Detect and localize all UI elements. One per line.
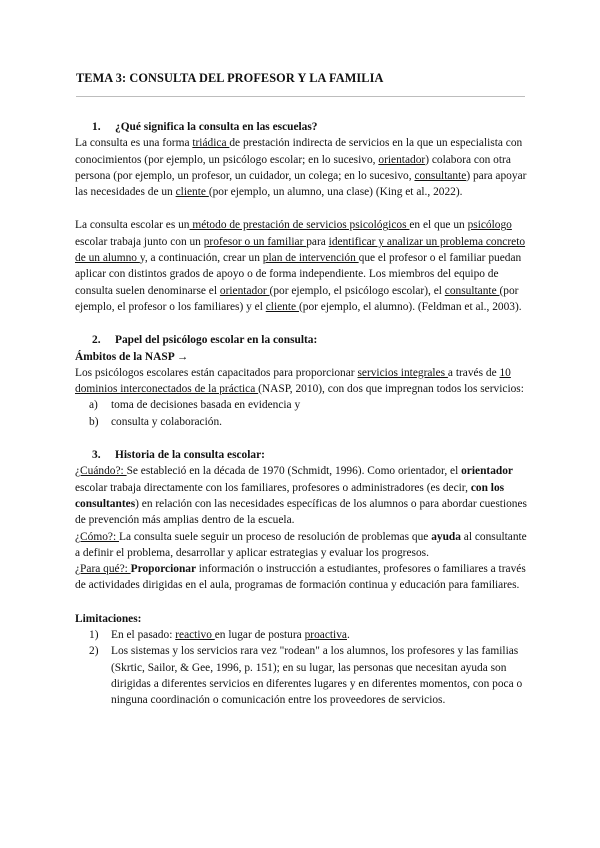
section-number: 1. <box>92 121 101 133</box>
list-marker: a) <box>89 399 98 412</box>
underlined-text: cliente <box>175 186 209 199</box>
paragraph <box>75 529 527 562</box>
bold-text: ayuda <box>431 530 464 543</box>
text-run: en el que un <box>409 219 468 232</box>
text-run: ) para apoyar las necesidades de un <box>75 169 527 199</box>
text-run: que el profesor o el familiar puedan aplicar con distintos grados de apoyo o de forma independiente. Los miembros del equipo de consulta suelen denominarse el <box>75 252 522 297</box>
text-run: . <box>346 629 350 642</box>
text-run: La consulta suele seguir un proceso de resolución de problemas que <box>118 530 432 543</box>
underlined-text: ¿Para qué?: <box>75 563 131 576</box>
text-run: Los psicólogos escolares están capacitados para proporcionar <box>75 366 358 379</box>
paragraph <box>75 365 527 398</box>
section-title: Historia de la consulta escolar: <box>115 449 265 462</box>
text-run: a través de <box>447 366 500 379</box>
underlined-text: ¿Cómo?: <box>75 530 119 543</box>
underlined-text: ¿Cuándo?: <box>75 465 127 478</box>
list-item-text <box>111 629 350 641</box>
underlined-text: orientador <box>219 284 270 297</box>
text-run: en lugar de postura <box>214 629 305 642</box>
title-divider <box>76 96 525 97</box>
numbered-list <box>75 627 527 708</box>
underlined-text: servicios integrales <box>357 366 448 379</box>
list-item-text: consulta y colaboración. <box>111 415 223 428</box>
subheading: Ámbitos de la NASP → <box>75 350 189 363</box>
lettered-list <box>75 397 527 430</box>
limitations-heading: Limitaciones: <box>75 612 142 625</box>
underlined-text: identificar y analizar un problema concreto de un alumno <box>75 235 526 265</box>
text-run: al consultante a definir el problema, desarrollar y aplicar estrategias y evaluar los progresos. <box>75 530 527 559</box>
paragraph <box>75 135 527 200</box>
underlined-text: triádica <box>192 137 230 150</box>
section-number: 3. <box>92 449 101 462</box>
section-title: ¿Qué significa la consulta en las escuelas? <box>115 121 318 133</box>
text-run: (por ejemplo, el profesor o los familiares) y el <box>75 284 519 313</box>
text-run: (NASP, 2010), con dos que impregnan todos los servicios: <box>258 383 524 396</box>
list-marker: 1) <box>89 629 99 642</box>
text-run: ) en relación con las necesidades específicas de los alumnos o para abordar cuestiones de prevención más amplias dentro de la escuela. <box>75 497 527 527</box>
underlined-text: cliente <box>265 300 299 313</box>
text-run: En el pasado: <box>111 629 176 642</box>
list-item <box>75 627 527 643</box>
section-3-heading <box>92 447 527 463</box>
section-1-heading <box>92 119 527 135</box>
text-run: La consulta es una forma <box>75 137 193 150</box>
list-marker: 2) <box>89 645 99 658</box>
text-run: escolar trabaja directamente con los familiares, profesores o administradores (es decir, <box>75 481 471 494</box>
text-run: La consulta escolar es un <box>75 219 190 232</box>
list-item <box>75 397 527 413</box>
underlined-text: método de prestación de servicios psicológicos <box>189 219 410 232</box>
list-marker: b) <box>89 415 99 428</box>
bold-text: Proporcionar <box>130 563 199 576</box>
paragraph <box>75 561 527 594</box>
section-2-heading <box>92 332 527 348</box>
text-run: Los sistemas y los servicios rara vez "rodean" a los alumnos, los profesores y las familias (Skrtic, Sailor, & Gee, 1996, p. 151); en su lugar, las personas que necesitan ayuda son dirigidas a diferentes servicios en diferentes lugares y en diferentes momentos, con poca o ninguna coordinación o comunicación entre los proveedores de servicios. <box>111 645 523 707</box>
text-run: escolar trabaja junto con un <box>75 235 204 248</box>
section-title: Papel del psicólogo escolar en la consulta: <box>115 334 318 347</box>
page-title: TEMA 3: CONSULTA DEL PROFESOR Y LA FAMILIA <box>76 71 384 85</box>
underlined-text: psicólogo <box>467 219 512 232</box>
text-run: Se estableció en la década de 1970 (Schmidt, 1996). Como orientador, el <box>126 465 462 478</box>
text-run: y <box>139 252 145 265</box>
text-run: para <box>306 235 329 248</box>
list-item <box>75 643 527 708</box>
paragraph <box>75 463 527 528</box>
text-run: , a continuación, crear un <box>144 252 263 265</box>
list-item-text: toma de decisiones basada en evidencia y <box>111 399 301 412</box>
underlined-text: consultante <box>414 169 467 182</box>
underlined-text: profesor o un familiar <box>203 235 307 248</box>
underlined-text: 10 dominios interconectados de la práctica <box>75 366 511 396</box>
text-run: (por ejemplo, un alumno, una clase) (King et al., 2022). <box>208 186 463 199</box>
text-run: (por ejemplo, el alumno). (Feldman et al., 2003). <box>298 300 522 313</box>
underlined-text: consultante <box>444 284 500 297</box>
list-item-text <box>111 645 522 706</box>
underlined-text: reactivo <box>175 629 215 642</box>
document-body <box>75 119 527 709</box>
underlined-text: proactiva <box>304 629 347 642</box>
paragraph <box>75 217 527 315</box>
bold-text: orientador <box>461 465 513 478</box>
text-run: (por ejemplo, el psicólogo escolar), el <box>269 284 445 297</box>
text-run: ) colabora con otra persona (por ejemplo, un profesor, un cuidador, un colega; en lo sucesivo, <box>75 153 511 182</box>
underlined-text: plan de intervención <box>262 252 359 265</box>
text-run: de prestación indirecta de servicios en la que un especialista con conocimientos (por ejemplo, un psicólogo escolar; en lo sucesivo, <box>75 137 523 166</box>
bold-text: con los consultantes <box>75 481 505 510</box>
text-run: información o instrucción a estudiantes, profesores o familiares a través de actividades dirigidas en el aula, programas de formación continua y educación para familiares. <box>75 563 526 592</box>
underlined-text: orientador <box>378 153 426 166</box>
section-number: 2. <box>92 334 101 347</box>
list-item <box>75 414 527 430</box>
